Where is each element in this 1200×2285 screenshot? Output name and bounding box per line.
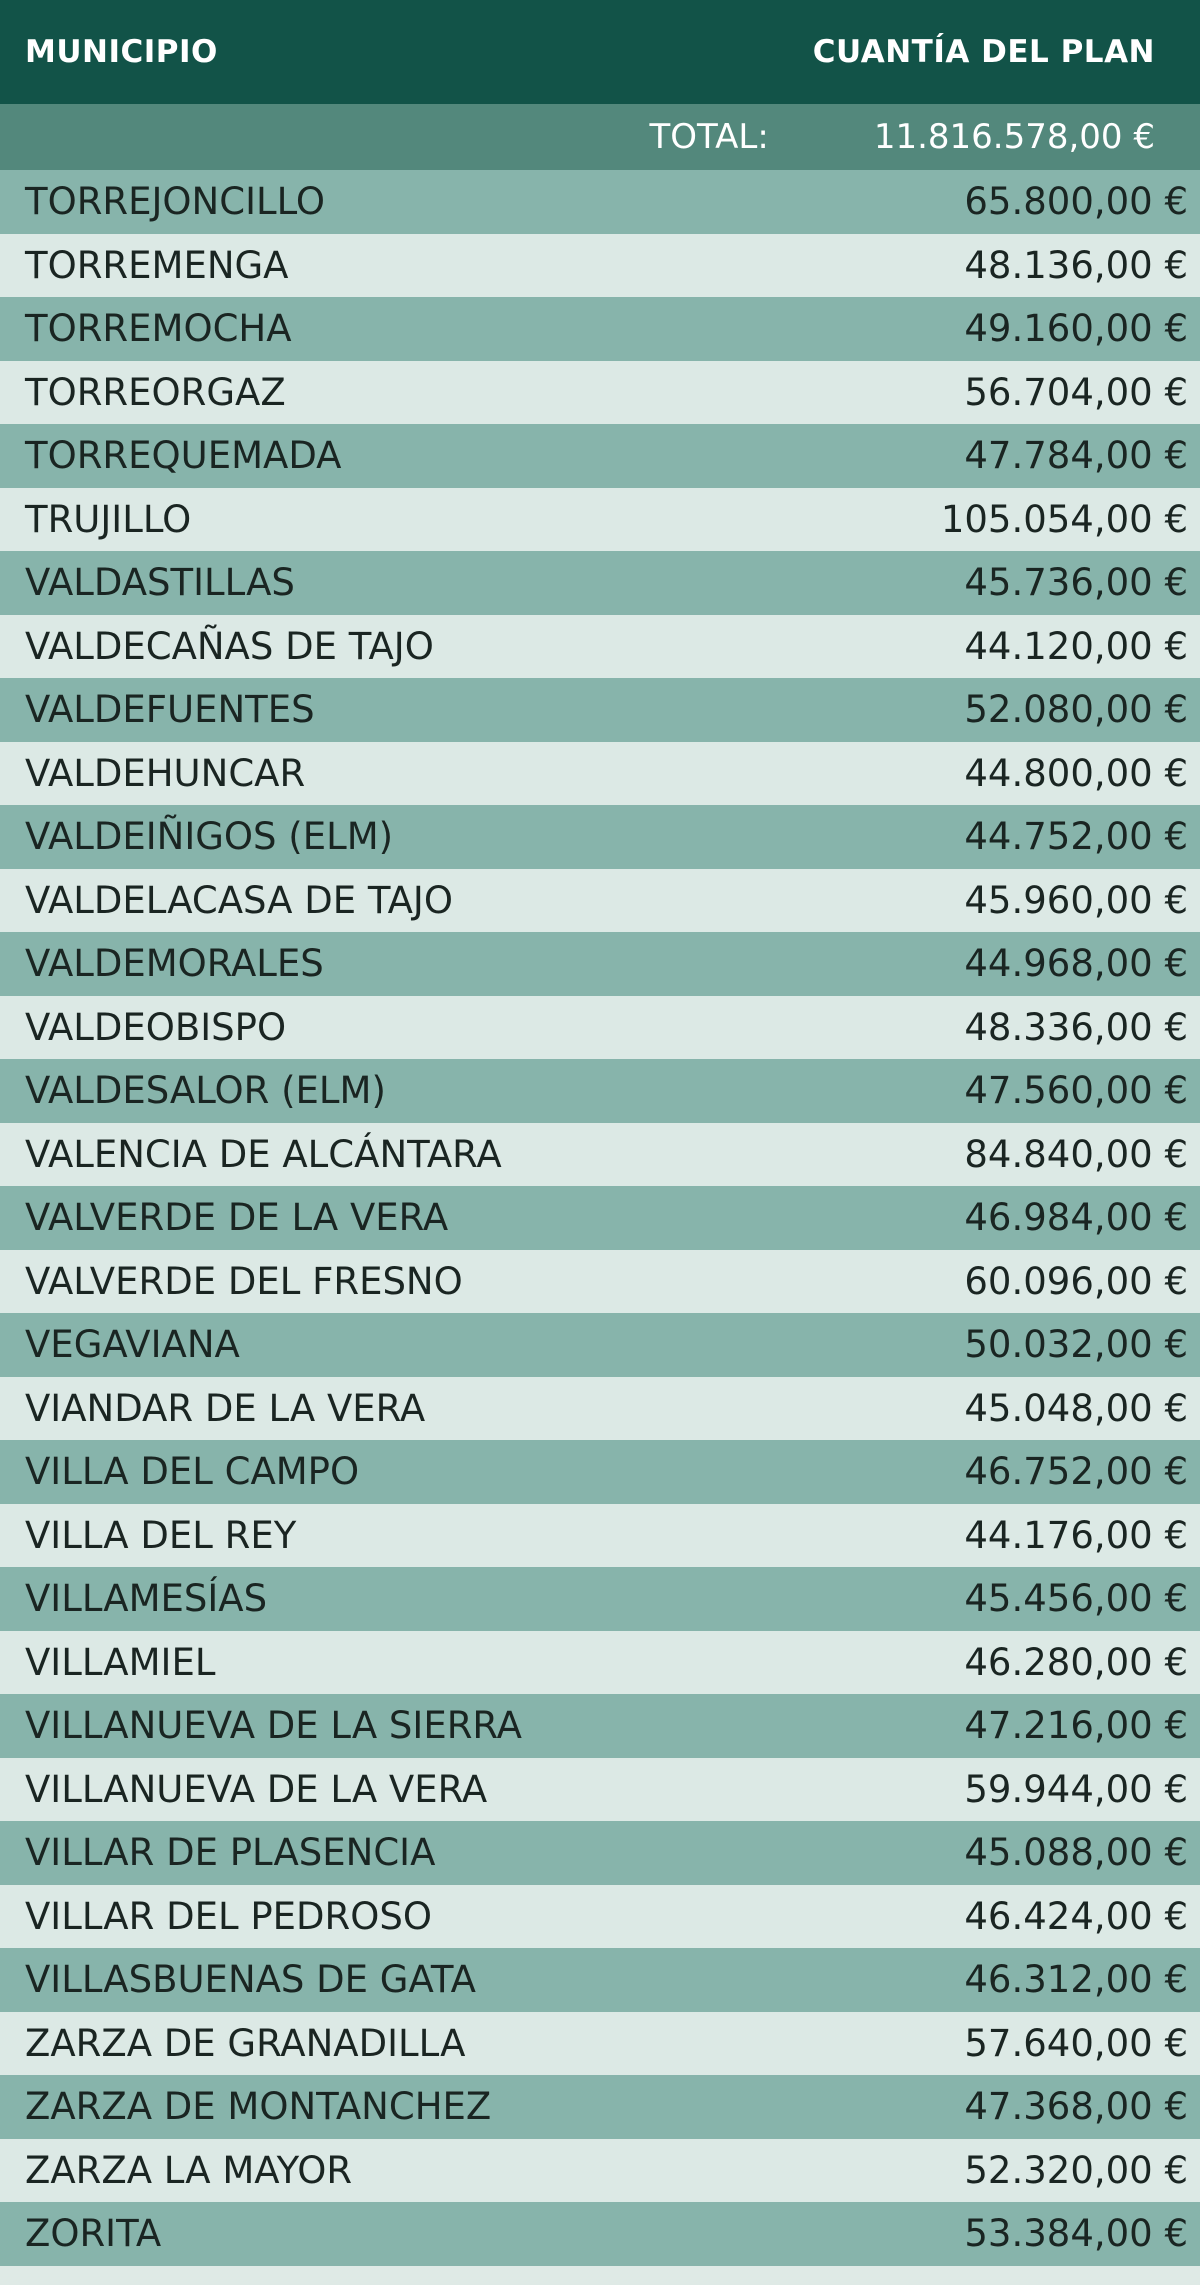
plan-amount: 44.968,00 €: [964, 942, 1188, 986]
municipio-name: VALDEFUENTES: [25, 688, 315, 732]
municipio-name: TORREORGAZ: [25, 370, 286, 414]
table-row: [0, 678, 1200, 742]
table-row: [0, 297, 1200, 361]
municipio-name: TORREMOCHA: [25, 307, 292, 351]
table-row: [0, 1059, 1200, 1123]
plan-amount: 47.368,00 €: [964, 2085, 1188, 2129]
table-row: [0, 932, 1200, 996]
municipio-name: VALENCIA DE ALCÁNTARA: [25, 1132, 502, 1176]
plan-amount: 46.752,00 €: [964, 1450, 1188, 1494]
plan-amount: 44.800,00 €: [964, 751, 1188, 795]
table-header: [0, 0, 1200, 104]
municipio-name: TORREQUEMADA: [25, 434, 342, 478]
table-row: [0, 1440, 1200, 1504]
plan-amount: 45.960,00 €: [964, 878, 1188, 922]
table-row: [0, 424, 1200, 488]
plan-amount: 46.424,00 €: [964, 1894, 1188, 1938]
plan-amount: 45.088,00 €: [964, 1831, 1188, 1875]
municipio-name: VALVERDE DEL FRESNO: [25, 1259, 463, 1303]
total-value: 11.816.578,00 €: [873, 117, 1155, 157]
table-row: [0, 996, 1200, 1060]
total-row: [0, 104, 1200, 170]
municipio-name: VIANDAR DE LA VERA: [25, 1386, 426, 1430]
municipio-name: ZARZA LA MAYOR: [25, 2148, 353, 2192]
plan-amount: 52.080,00 €: [964, 688, 1188, 732]
plan-amount: 52.320,00 €: [964, 2148, 1188, 2192]
table-row: [0, 869, 1200, 933]
municipio-name: VILLAMESÍAS: [25, 1577, 268, 1621]
table-row: [0, 551, 1200, 615]
total-label: TOTAL:: [649, 117, 769, 157]
plan-amount: 48.336,00 €: [964, 1005, 1188, 1049]
plan-amount: 60.096,00 €: [964, 1259, 1188, 1303]
municipio-name: VILLA DEL CAMPO: [25, 1450, 360, 1494]
plan-amount: 46.984,00 €: [964, 1196, 1188, 1240]
municipio-name: VILLAMIEL: [25, 1640, 216, 1684]
table-row: [0, 615, 1200, 679]
table-row: [0, 1313, 1200, 1377]
header-municipio: MUNICIPIO: [25, 34, 218, 70]
plan-amount: 47.216,00 €: [964, 1704, 1188, 1748]
municipio-name: VALDECAÑAS DE TAJO: [25, 624, 434, 668]
municipio-name: ZARZA DE GRANADILLA: [25, 2021, 466, 2065]
table-row: [0, 1758, 1200, 1822]
table-row: [0, 170, 1200, 234]
plan-amount: 45.048,00 €: [964, 1386, 1188, 1430]
header-cuantia: CUANTÍA DEL PLAN: [812, 34, 1155, 70]
table-row: [0, 1885, 1200, 1949]
table-row: [0, 1694, 1200, 1758]
table-row: [0, 1186, 1200, 1250]
plan-amount: 44.120,00 €: [964, 624, 1188, 668]
municipio-name: VALDASTILLAS: [25, 561, 295, 605]
plan-amount: 57.640,00 €: [964, 2021, 1188, 2065]
municipio-name: VILLANUEVA DE LA VERA: [25, 1767, 488, 1811]
plan-amount: 48.136,00 €: [964, 243, 1188, 287]
table-row: [0, 1631, 1200, 1695]
municipio-name: VILLA DEL REY: [25, 1513, 297, 1557]
municipio-name: VEGAVIANA: [25, 1323, 240, 1367]
municipio-name: VILLAR DEL PEDROSO: [25, 1894, 432, 1938]
table-row: [0, 1123, 1200, 1187]
plan-amount: 47.560,00 €: [964, 1069, 1188, 1113]
plan-amount: 49.160,00 €: [964, 307, 1188, 351]
table-body: [0, 170, 1200, 2266]
table-row: [0, 1567, 1200, 1631]
table-row: [0, 2075, 1200, 2139]
plan-amount: 105.054,00 €: [940, 497, 1188, 541]
plan-amount: 56.704,00 €: [964, 370, 1188, 414]
plan-amount: 46.312,00 €: [964, 1958, 1188, 2002]
plan-amount: 44.752,00 €: [964, 815, 1188, 859]
municipio-name: VILLANUEVA DE LA SIERRA: [25, 1704, 522, 1748]
table-row: [0, 1504, 1200, 1568]
plan-amount: 59.944,00 €: [964, 1767, 1188, 1811]
municipio-name: TRUJILLO: [25, 497, 192, 541]
plan-amount: 45.456,00 €: [964, 1577, 1188, 1621]
municipio-name: VALDEIÑIGOS (ELM): [25, 815, 394, 859]
table-row: [0, 1821, 1200, 1885]
municipio-name: VILLAR DE PLASENCIA: [25, 1831, 436, 1875]
plan-amount: 84.840,00 €: [964, 1132, 1188, 1176]
municipio-name: VALVERDE DE LA VERA: [25, 1196, 449, 1240]
municipio-name: TORREJONCILLO: [25, 180, 326, 224]
municipio-name: VALDESALOR (ELM): [25, 1069, 386, 1113]
plan-amount: 50.032,00 €: [964, 1323, 1188, 1367]
table-row: [0, 1948, 1200, 2012]
table-row: [0, 1250, 1200, 1314]
table-row: [0, 361, 1200, 425]
table-row: [0, 234, 1200, 298]
table-row: [0, 2012, 1200, 2076]
municipio-name: VILLASBUENAS DE GATA: [25, 1958, 476, 2002]
plan-amount: 47.784,00 €: [964, 434, 1188, 478]
table-row: [0, 742, 1200, 806]
municipio-name: VALDEHUNCAR: [25, 751, 306, 795]
plan-amount: 53.384,00 €: [964, 2212, 1188, 2256]
plan-amount: 44.176,00 €: [964, 1513, 1188, 1557]
municipio-name: ZARZA DE MONTANCHEZ: [25, 2085, 492, 2129]
table-row: [0, 2202, 1200, 2266]
table-row: [0, 1377, 1200, 1441]
municipio-name: VALDEMORALES: [25, 942, 324, 986]
municipio-name: ZORITA: [25, 2212, 162, 2256]
plan-amount: 46.280,00 €: [964, 1640, 1188, 1684]
municipio-name: VALDELACASA DE TAJO: [25, 878, 453, 922]
municipio-name: VALDEOBISPO: [25, 1005, 287, 1049]
table-row: [0, 488, 1200, 552]
table-row: [0, 2139, 1200, 2203]
municipio-name: TORREMENGA: [25, 243, 289, 287]
plan-amount: 45.736,00 €: [964, 561, 1188, 605]
plan-amount: 65.800,00 €: [964, 180, 1188, 224]
table-row: [0, 805, 1200, 869]
